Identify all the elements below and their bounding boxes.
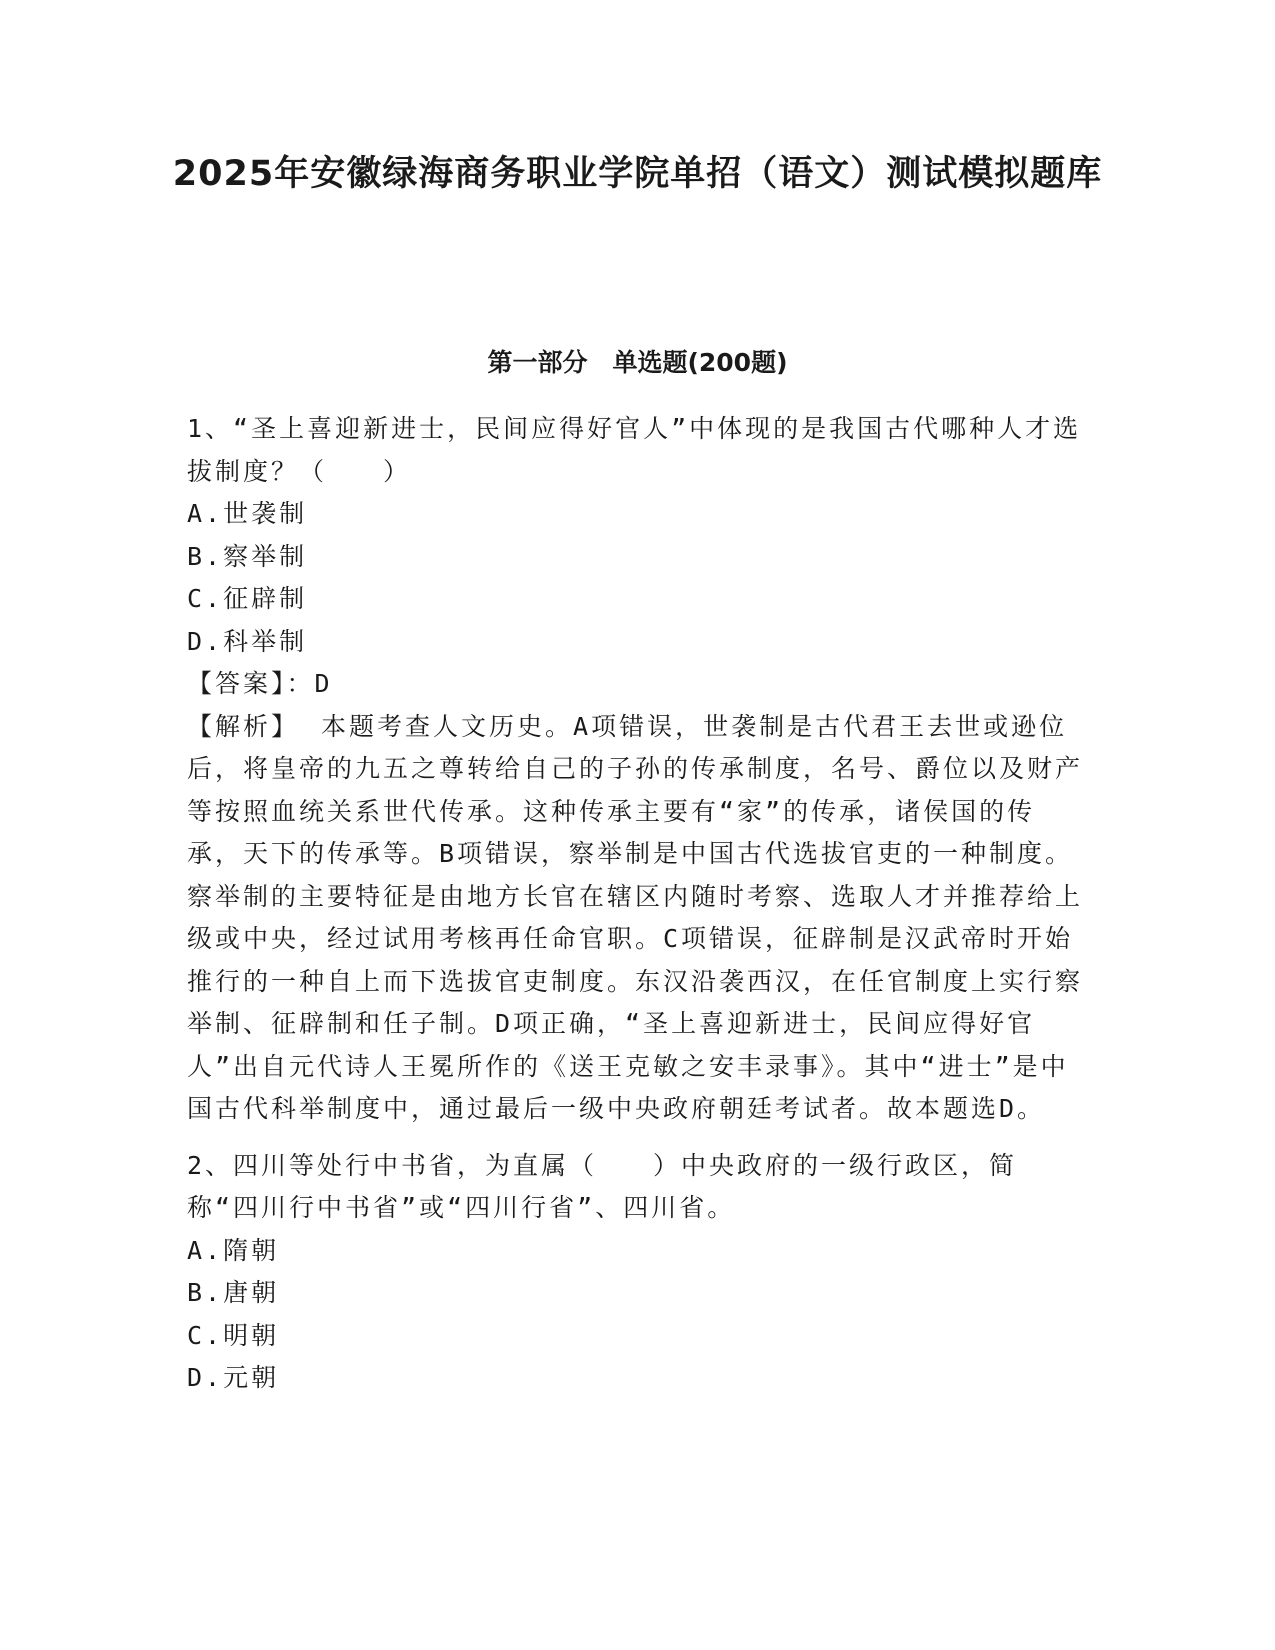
option-c: C.征辟制 [187, 584, 308, 613]
option-a: A.世袭制 [187, 499, 308, 528]
analysis-paragraph [187, 706, 1087, 1131]
option-b: B.察举制 [187, 541, 308, 571]
section-title: 第一部分 单选题(200题) [487, 348, 788, 377]
question-spacer [187, 1131, 1087, 1145]
question-2 [187, 1145, 1087, 1400]
option-d: D.科举制 [187, 626, 308, 656]
question-stem: 2、四川等处行中书省，为直属（ ）中央政府的一级行政区，简称“四川行中书省”或“四川行省”、四川省。 [187, 1150, 1018, 1222]
document-title: 2025年安徽绿海商务职业学院单招（语文）测试模拟题库 [172, 154, 1103, 194]
question-stem: 1、“圣上喜迎新进士，民间应得好官人”中体现的是我国古代哪种人才选拔制度？（ ） [187, 414, 1082, 486]
analysis-text: 本题考查人文历史。A项错误，世袭制是古代君王去世或逊位后，将皇帝的九五之尊转给自己的子孙的传承制度，名号、爵位以及财产等按照血统关系世代传承。这种传承主要有“家”的传承，诸侯国的传承，天下的传承等。B项错误，察举制是中国古代选拔官吏的一种制度。察举制的主要特征是由地方长官在辖区内随时考察、选取人才并推荐给上级或中央，经过试用考核再任命官职。C项错误，征辟制是汉武帝时开始推行的一种自上而下选拔官吏制度。东汉沿袭西汉，在任官制度上实行察举制、征辟制和任子制。D项正确，“圣上喜迎新进士，民间应得好官人”出自元代诗人王冕所作的《送王克敏之安丰录事》。其中“进士”是中国古代科举制度中，通过最后一级中央政府朝廷考试者。故本题选D。 [187, 711, 1084, 1123]
question-1 [187, 408, 1087, 1131]
question-list [187, 408, 1087, 1400]
option-c: C.明朝 [187, 1320, 280, 1350]
option-d: D.元朝 [187, 1363, 280, 1392]
analysis-label: 【解析】 [187, 711, 300, 741]
answer-line: 【答案】：D [187, 669, 333, 698]
option-b: B.唐朝 [187, 1278, 280, 1307]
option-a: A.隋朝 [187, 1235, 280, 1265]
